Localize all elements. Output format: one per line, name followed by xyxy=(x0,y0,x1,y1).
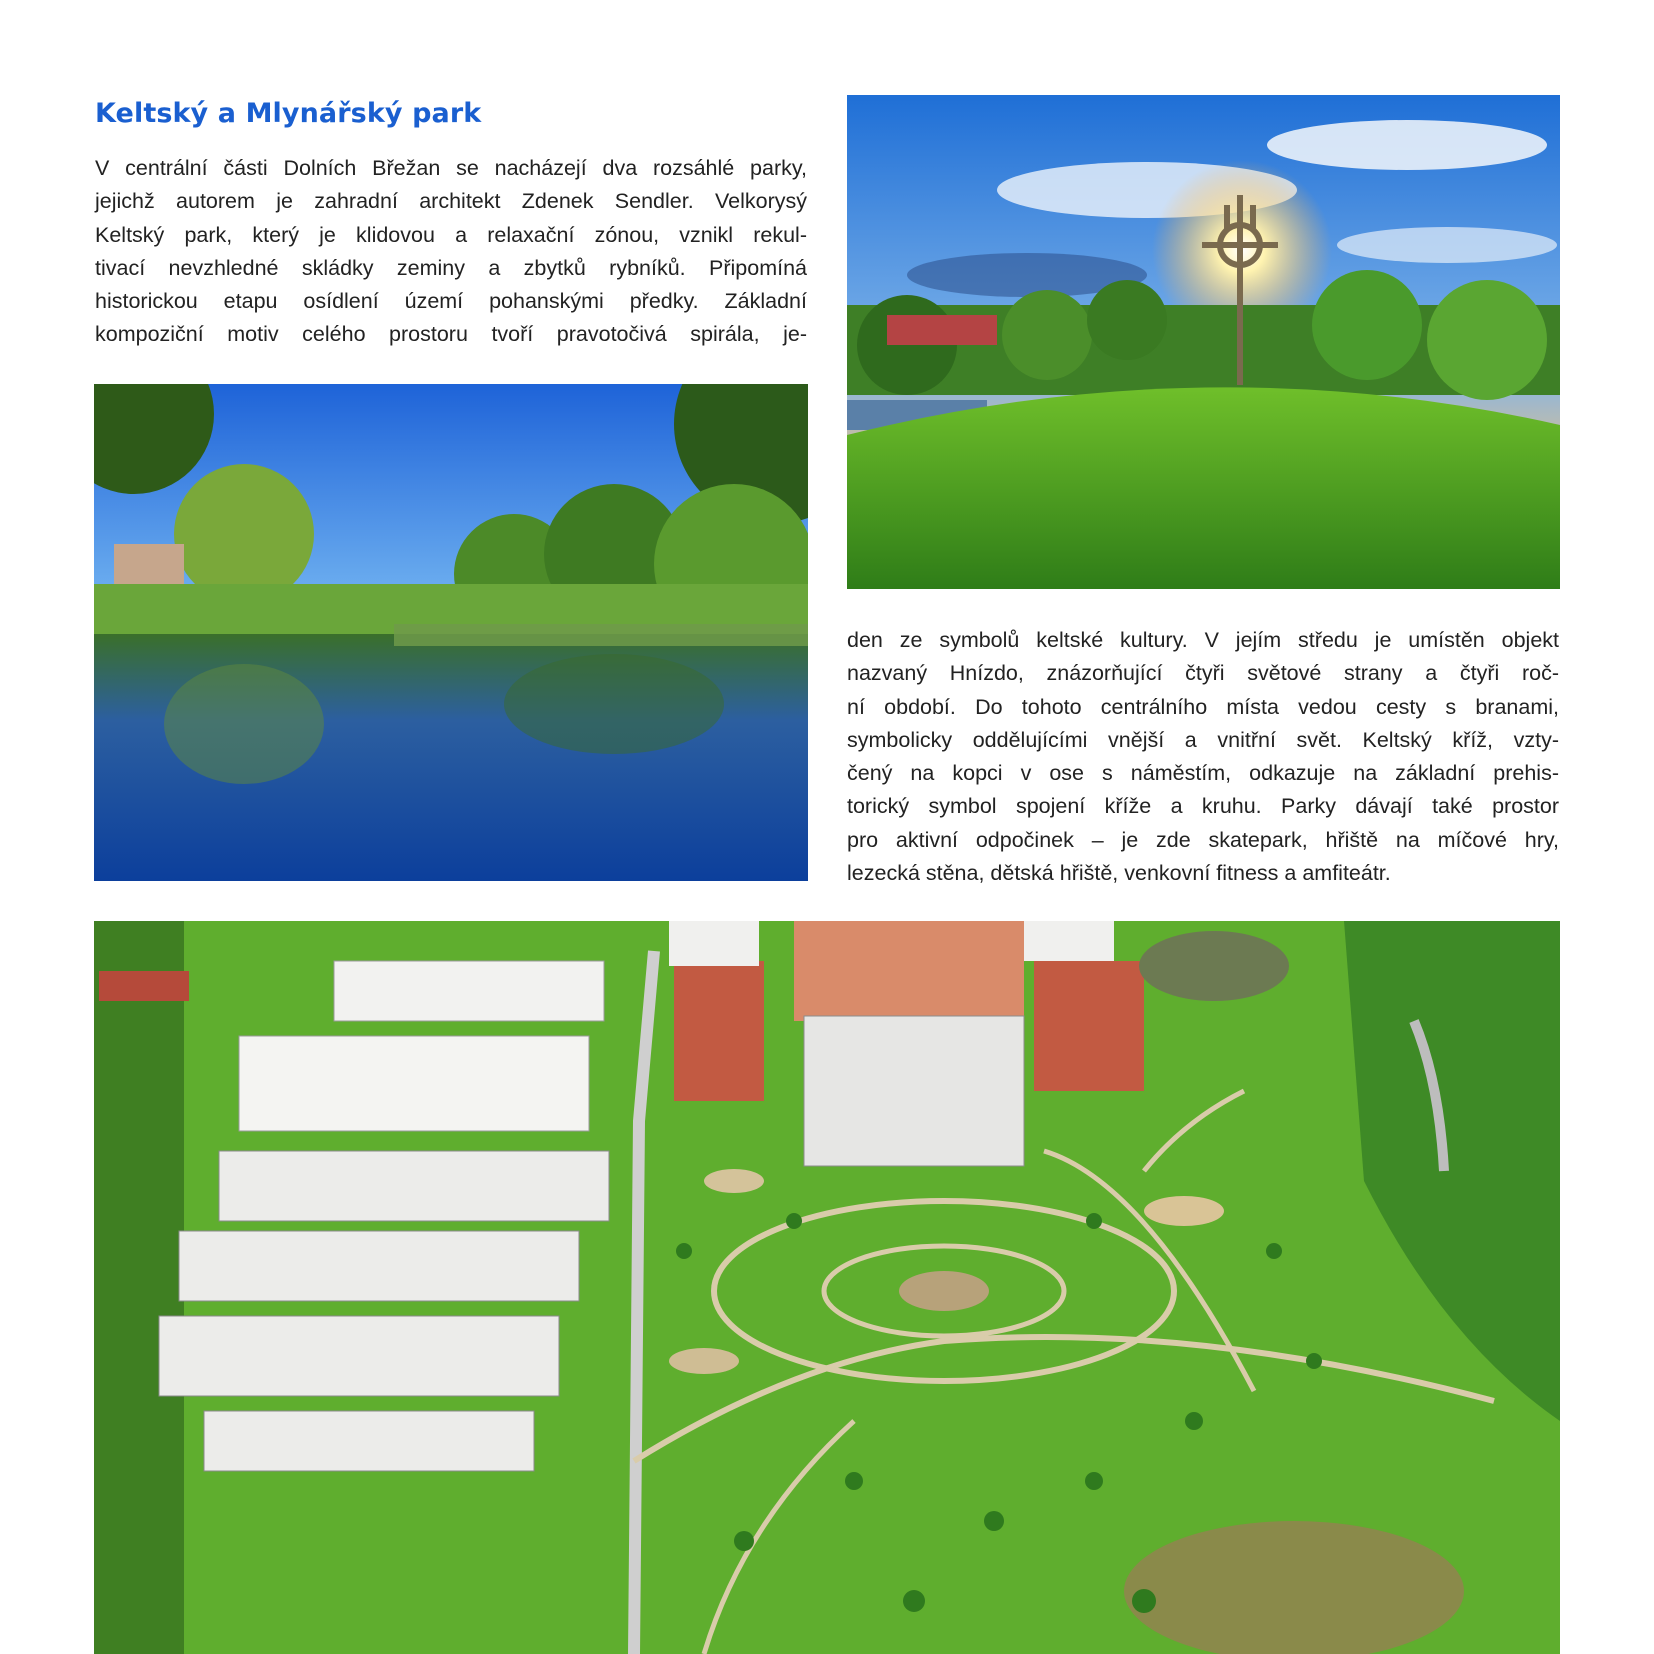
paragraph-line: nazvaný Hnízdo, znázorňující čtyři světové strany a čtyři roč- xyxy=(847,661,1559,686)
pond-photo xyxy=(94,384,808,881)
celtic-cross-illustration xyxy=(847,95,1560,589)
paragraph-line: lezecká stěna, dětská hřiště, venkovní fitness a amfiteátr. xyxy=(847,861,1391,886)
paragraph-line: torický symbol spojení kříže a kruhu. Parky dávají také prostor xyxy=(847,794,1559,819)
aerial-park-photo xyxy=(94,921,1560,1654)
paragraph-line: Keltský park, který je klidovou a relaxační zónou, vznikl rekul- xyxy=(95,222,807,247)
paragraph-line: tivací nevzhledné skládky zeminy a zbytků rybníků. Připomíná xyxy=(95,255,807,280)
aerial-park-illustration xyxy=(94,921,1560,1654)
paragraph-line: symbolicky oddělujícími vnější a vnitřní svět. Keltský kříž, vzty- xyxy=(847,727,1559,752)
paragraph-line: pro aktivní odpočinek – je zde skatepark, hřiště na míčové hry, xyxy=(847,827,1559,852)
paragraph-line: V centrální části Dolních Břežan se nacházejí dva rozsáhlé parky, xyxy=(95,156,807,180)
paragraph-line: ní období. Do tohoto centrálního místa vedou cesty s branami, xyxy=(847,694,1559,719)
paragraph-line: jejichž autorem je zahradní architekt Zdenek Sendler. Velkorysý xyxy=(95,189,807,214)
pond-illustration xyxy=(94,384,808,881)
article-paragraph-1 xyxy=(95,152,807,352)
article-heading: Keltský a Mlynářský park xyxy=(95,98,482,129)
paragraph-line: den ze symbolů keltské kultury. V jejím středu je umístěn objekt xyxy=(847,628,1559,652)
paragraph-line: čený na kopci v ose s náměstím, odkazuje na základní prehis- xyxy=(847,761,1559,786)
article-paragraph-2 xyxy=(847,624,1559,890)
celtic-cross-photo xyxy=(847,95,1560,589)
paragraph-line: historickou etapu osídlení území pohanskými předky. Základní xyxy=(95,289,807,314)
paragraph-line: kompoziční motiv celého prostoru tvoří pravotočivá spirála, je- xyxy=(95,322,807,347)
